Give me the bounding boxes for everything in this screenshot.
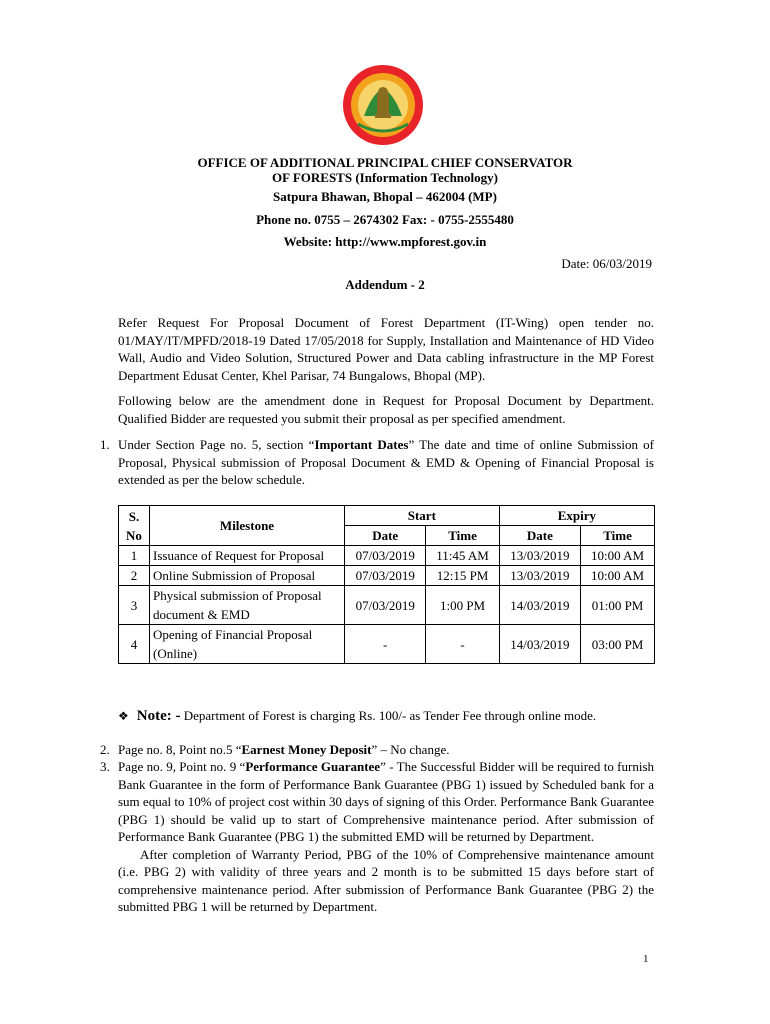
header-sno: S. No — [119, 506, 150, 546]
cell-start-time: 1:00 PM — [426, 586, 499, 625]
item2-bold: Earnest Money Deposit — [241, 742, 372, 757]
diamond-bullet-icon: ❖ — [118, 709, 129, 723]
cell-start-time: 11:45 AM — [426, 546, 499, 566]
cell-expiry-time: 01:00 PM — [581, 586, 655, 625]
cell-start-date: - — [345, 625, 426, 664]
cell-start-time: 12:15 PM — [426, 566, 499, 586]
cell-start-date: 07/03/2019 — [345, 566, 426, 586]
document-date: Date: 06/03/2019 — [561, 256, 652, 271]
note-text: Department of Forest is charging Rs. 100/- as Tender Fee through online mode. — [180, 708, 597, 723]
list-item-2 — [100, 741, 654, 759]
table-row — [119, 625, 655, 664]
item1-pre: Under Section Page no. 5, section “ — [118, 437, 315, 452]
cell-start-date: 07/03/2019 — [345, 586, 426, 625]
item3-paragraph2: After completion of Warranty Period, PBG of the 10% of Comprehensive maintenance amount (i.e. PBG 2) with validity of three years and 2 month is to be submitted 15 days before start of comprehensive maintenance period. After submission of Performance Bank Guarantee (PBG 2) the submitted PBG 1 will be returned by Department. — [118, 846, 654, 914]
following-paragraph: Following below are the amendment done in Request for Proposal Document by Department. Qualified Bidder are requested you submit their proposal as per specified amendment. — [118, 393, 654, 426]
mp-forest-emblem-logo — [342, 64, 424, 146]
cell-start-time: - — [426, 625, 499, 664]
cell-start-date: 07/03/2019 — [345, 546, 426, 566]
header-expiry: Expiry — [499, 506, 654, 526]
cell-expiry-time: 10:00 AM — [581, 546, 655, 566]
cell-sno: 4 — [119, 625, 150, 664]
header-website: Website: http://www.mpforest.gov.in — [283, 234, 487, 249]
item2-post: ” – No change. — [371, 742, 450, 757]
cell-expiry-date: 14/03/2019 — [499, 625, 580, 664]
header-start-date: Date — [345, 526, 426, 546]
schedule-table — [118, 505, 655, 664]
header-start: Start — [345, 506, 500, 526]
cell-expiry-date: 13/03/2019 — [499, 546, 580, 566]
list-item-3 — [100, 758, 654, 916]
table-row — [119, 586, 655, 625]
cell-expiry-time: 03:00 PM — [581, 625, 655, 664]
header-address: Satpura Bhawan, Bhopal – 462004 (MP) — [273, 189, 497, 204]
header-office-line2: OF FORESTS (Information Technology) — [272, 170, 498, 185]
cell-milestone: Opening of Financial Proposal (Online) — [150, 625, 345, 664]
header-expiry-date: Date — [499, 526, 580, 546]
cell-sno: 3 — [119, 586, 150, 625]
header-phone-fax: Phone no. 0755 – 2674302 Fax: - 0755-2555480 — [256, 212, 514, 227]
item3-pre: Page no. 9, Point no. 9 “ — [118, 759, 246, 774]
cell-milestone: Physical submission of Proposal document & EMD — [150, 586, 345, 625]
page-number: 1 — [643, 953, 649, 965]
header-milestone: Milestone — [150, 506, 345, 546]
cell-sno: 2 — [119, 566, 150, 586]
item1-post: ” The date and time of online Submission of Proposal, Physical submission of Proposal Document & EMD & Opening of Financial Proposal is extended as per the below schedule. — [118, 437, 655, 487]
item3-bold: Performance Guarantee — [245, 759, 381, 774]
table-row — [119, 566, 655, 586]
table-row — [119, 546, 655, 566]
intro-paragraph: Refer Request For Proposal Document of Forest Department (IT-Wing) open tender no. 01/MAY/IT/MPFD/2018-19 Dated 17/05/2018 for Supply, Installation and Maintenance of HD Video Wall, Audio and Video Solution, Structured Power and Data cabling infrastructure in the MP Forest Department Edusat Center, Khel Parisar, 74 Bungalows, Bhopal (MP). — [118, 315, 654, 383]
item3-post: ” - The Successful Bidder will be required to furnish Bank Guarantee in the form of Performance Bank Guarantee (PBG 1) issued by Scheduled bank for a sum equal to 10% of project cost within 30 days of signing of this Order. Performance Bank Guarantee (PBG 1) should be valid up to start of Comprehensive maintenance period. After submission of Performance Bank Guarantee (PBG 1) the submitted EMD will be returned by Department. — [118, 759, 654, 844]
cell-expiry-time: 10:00 AM — [581, 566, 655, 586]
list-item-1 — [100, 436, 654, 489]
item1-bold: Important Dates — [314, 437, 409, 452]
cell-expiry-date: 14/03/2019 — [499, 586, 580, 625]
list-number: 3. — [100, 759, 110, 774]
header-expiry-time: Time — [581, 526, 655, 546]
document-title: Addendum - 2 — [345, 277, 425, 292]
list-number: 2. — [100, 742, 110, 757]
cell-milestone: Online Submission of Proposal — [150, 566, 345, 586]
note-label: Note: - — [136, 708, 181, 724]
header-office-line1: OFFICE OF ADDITIONAL PRINCIPAL CHIEF CONSERVATOR — [197, 155, 573, 170]
cell-milestone: Issuance of Request for Proposal — [150, 546, 345, 566]
list-number: 1. — [100, 437, 110, 452]
note-line — [118, 708, 596, 725]
item2-pre: Page no. 8, Point no.5 “ — [118, 742, 242, 757]
cell-expiry-date: 13/03/2019 — [499, 566, 580, 586]
header-start-time: Time — [426, 526, 499, 546]
cell-sno: 1 — [119, 546, 150, 566]
